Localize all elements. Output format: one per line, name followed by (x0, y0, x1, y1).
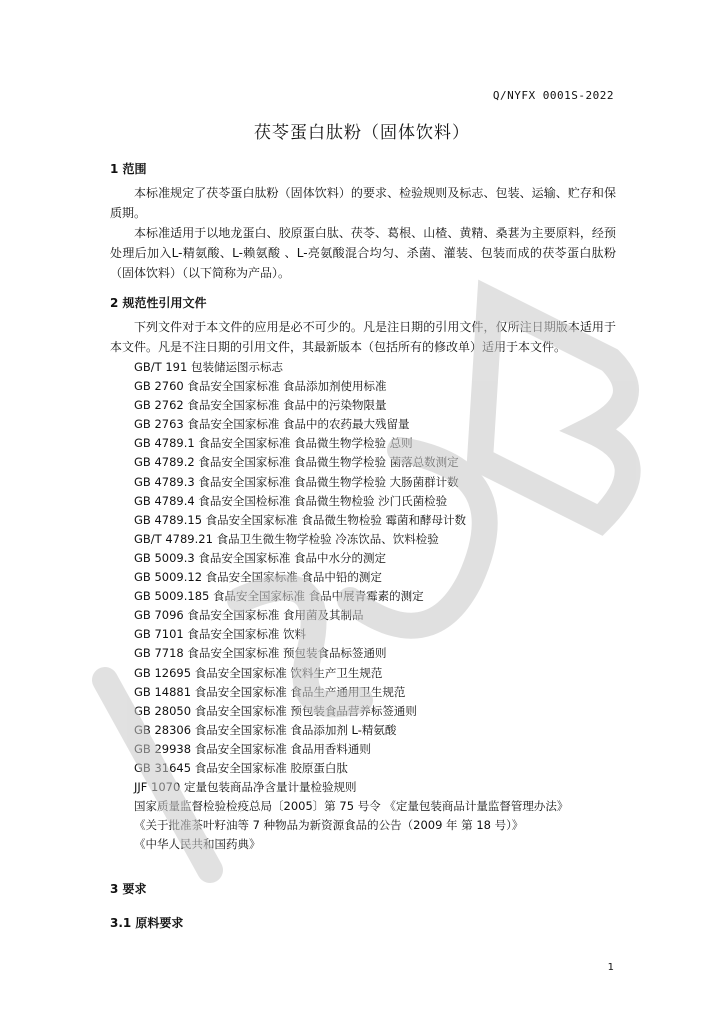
reference-item: GB 4789.2 食品安全国家标准 食品微生物学检验 菌落总数测定 (134, 455, 459, 470)
reference-item: GB 4789.3 食品安全国家标准 食品微生物学检验 大肠菌群计数 (134, 474, 459, 489)
standard-code: Q/NYFX 0001S-2022 (492, 89, 614, 102)
reference-item: GB 2763 食品安全国家标准 食品中的农药最大残留量 (134, 417, 410, 432)
reference-list (134, 358, 624, 854)
reference-item: GB 7101 食品安全国家标准 饮料 (134, 627, 307, 642)
reference-item: GB 29938 食品安全国家标准 食品用香料通则 (134, 741, 371, 756)
reference-item: GB 5009.12 食品安全国家标准 食品中铅的测定 (134, 570, 382, 585)
reference-item: GB 14881 食品安全国家标准 食品生产通用卫生规范 (134, 684, 406, 699)
reference-item: GB 4789.1 食品安全国家标准 食品微生物学检验 总则 (134, 436, 413, 451)
reference-item: GB 4789.4 食品安全国检标准 食品微生物检验 沙门氏菌检验 (134, 493, 448, 508)
reference-item: GB 4789.15 食品安全国家标准 食品微生物检验 霉菌和酵母计数 (134, 512, 466, 527)
reference-item: GB 5009.3 食品安全国家标准 食品中水分的测定 (134, 550, 387, 565)
section-heading-scope: 1 范围 (110, 162, 147, 176)
page-number: 1 (607, 962, 614, 973)
reference-item: GB 2760 食品安全国家标准 食品添加剂使用标准 (134, 379, 387, 394)
section-heading-requirements: 3 要求 (110, 882, 147, 896)
scope-paragraph-1: 本标准规定了茯苓蛋白肽粉（固体饮料）的要求、检验规则及标志、包装、运输、贮存和保质期。 (110, 186, 616, 220)
scope-paragraph-2: 本标准适用于以地龙蛋白、胶原蛋白肽、茯苓、葛根、山楂、黄精、桑葚为主要原料，经预处理后加入L-精氨酸、L-赖氨酸 、L-亮氨酸混合均匀、杀菌、灌装、包装而成的茯苓蛋白肽粉（固体饮料）（以下简称为产品）。 (110, 226, 616, 280)
document-title: 茯苓蛋白肽粉（固体饮料） (254, 123, 470, 143)
reference-item: GB 31645 食品安全国家标准 胶原蛋白肽 (134, 760, 348, 775)
reference-item: JJF 1070 定量包装商品净含量计量检验规则 (134, 780, 357, 795)
reference-item: GB 2762 食品安全国家标准 食品中的污染物限量 (134, 398, 387, 413)
normative-intro: 下列文件对于本文件的应用是必不可少的。凡是注日期的引用文件，仅所注日期版本适用于本文件。凡是不注日期的引用文件，其最新版本（包括所有的修改单）适用于本文件。 (110, 320, 616, 354)
reference-item: 国家质量监督检验检疫总局〔2005〕第 75 号令 《定量包装商品计量监督管理办法》 (134, 799, 569, 814)
reference-item: GB 28306 食品安全国家标准 食品添加剂 L-精氨酸 (134, 722, 397, 737)
reference-item: GB 7096 食品安全国家标准 食用菌及其制品 (134, 608, 364, 623)
section-heading-normative: 2 规范性引用文件 (110, 296, 207, 310)
reference-item: 《关于批准茶叶籽油等 7 种物品为新资源食品的公告（2009 年 第 18 号）》 (134, 818, 524, 833)
section-heading-raw-materials: 3.1 原料要求 (110, 916, 184, 930)
reference-item: GB/T 4789.21 食品卫生微生物学检验 冷冻饮品、饮料检验 (134, 531, 439, 546)
reference-item: GB 5009.185 食品安全国家标准 食品中展青霉素的测定 (134, 589, 424, 604)
reference-item: GB 12695 食品安全国家标准 饮料生产卫生规范 (134, 665, 383, 680)
reference-item: GB 28050 食品安全国家标准 预包装食品营养标签通则 (134, 703, 417, 718)
reference-item: GB/T 191 包装储运图示标志 (134, 360, 283, 374)
reference-item: GB 7718 食品安全国家标准 预包装食品标签通则 (134, 646, 387, 661)
reference-item: 《中华人民共和国药典》 (134, 837, 261, 852)
